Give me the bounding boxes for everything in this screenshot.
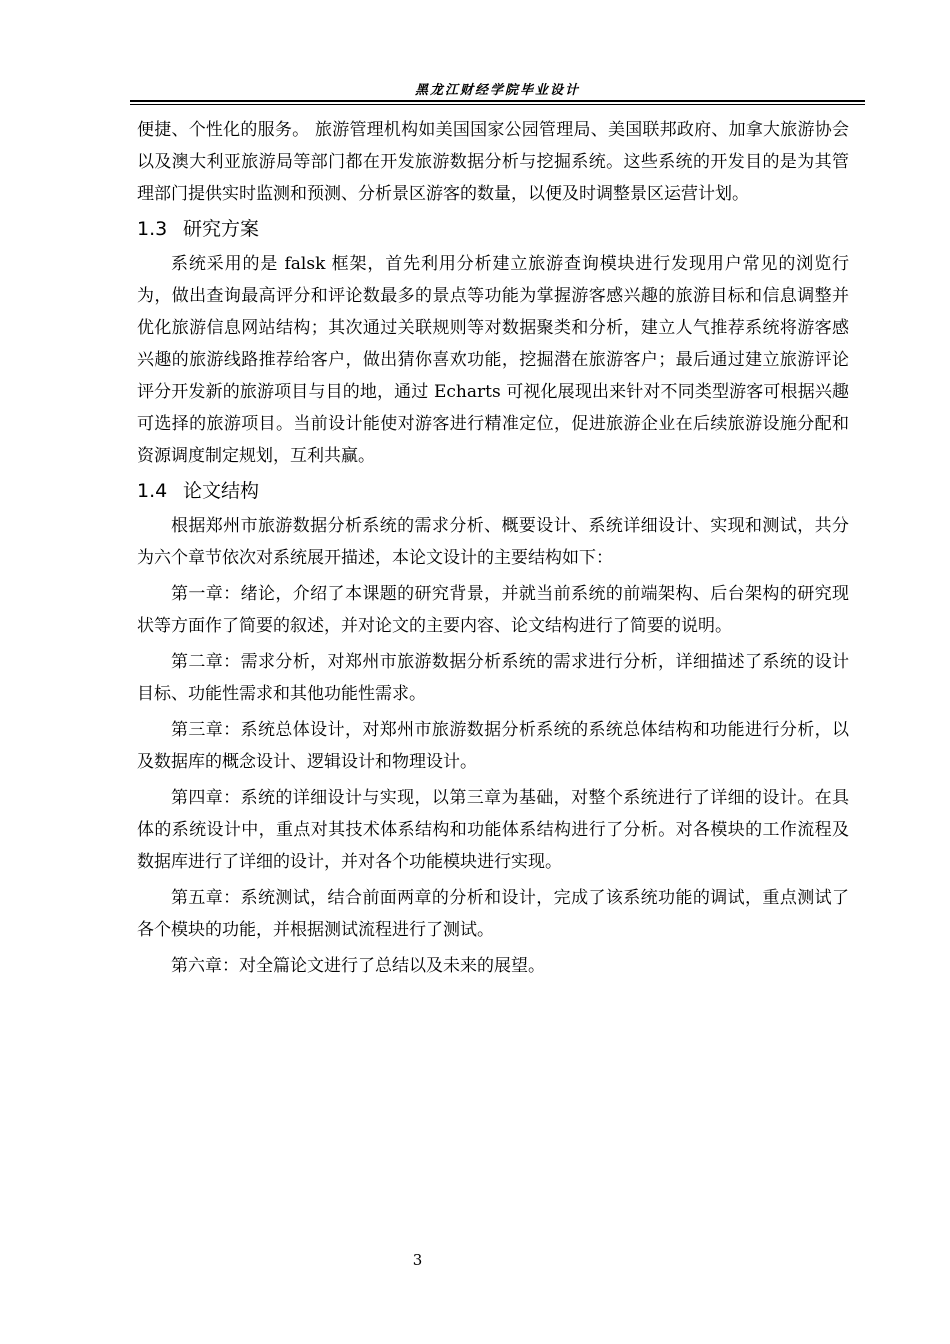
structure-intro-paragraph: 根据郑州市旅游数据分析系统的需求分析、概要设计、系统详细设计、实现和测试，共分为六个章节依次对系统展开描述，本论文设计的主要结构如下： [137,516,849,568]
chapter-2-paragraph: 第二章：需求分析，对郑州市旅游数据分析系统的需求进行分析，详细描述了系统的设计目标、功能性需求和其他功能性需求。 [137,652,849,704]
header-divider-thick [130,100,865,102]
section-heading-1-3 [137,214,849,244]
chapter-4-paragraph: 第四章：系统的详细设计与实现，以第三章为基础，对整个系统进行了详细的设计。在具体的系统设计中，重点对其技术体系结构和功能体系结构进行了分析。对各模块的工作流程及数据库进行了详细的设计，并对各个功能模块进行实现。 [137,788,849,872]
page-number: 3 [412,1251,423,1269]
page-header-title: 黑龙江财经学院毕业设计 [414,83,580,98]
header-divider-thin [130,104,865,105]
document-body [137,114,849,986]
section-title: 论文结构 [183,480,260,502]
section-heading-1-4 [137,476,849,506]
chapter-3-paragraph: 第三章：系统总体设计，对郑州市旅游数据分析系统的系统总体结构和功能进行分析，以及数据库的概念设计、逻辑设计和物理设计。 [137,720,849,772]
section-number: 1.4 [137,480,168,502]
research-plan-paragraph: 系统采用的是 falsk 框架，首先利用分析建立旅游查询模块进行发现用户常见的浏览行为，做出查询最高评分和评论数最多的景点等功能为掌握游客感兴趣的旅游目标和信息调整并优化旅游信息网站结构；其次通过关联规则等对数据聚类和分析，建立人气推荐系统将游客感兴趣的旅游线路推荐给客户，做出猜你喜欢功能，挖掘潜在旅游客户；最后通过建立旅游评论评分开发新的旅游项目与目的地，通过 Echarts 可视化展现出来针对不同类型游客可根据兴趣可选择的旅游项目。当前设计能使对游客进行精准定位，促进旅游企业在后续旅游设施分配和资源调度制定规划，互利共赢。 [137,254,849,466]
chapter-5-paragraph: 第五章：系统测试，结合前面两章的分析和设计，完成了该系统功能的调试，重点测试了各个模块的功能，并根据测试流程进行了测试。 [137,888,849,940]
intro-paragraph: 便捷、个性化的服务。 旅游管理机构如美国国家公园管理局、美国联邦政府、加拿大旅游协会以及澳大利亚旅游局等部门都在开发旅游数据分析与挖掘系统。这些系统的开发目的是为其管理部门提供实时监测和预测、分析景区游客的数量，以便及时调整景区运营计划。 [137,120,849,204]
chapter-1-paragraph: 第一章：绪论，介绍了本课题的研究背景，并就当前系统的前端架构、后台架构的研究现状等方面作了简要的叙述，并对论文的主要内容、论文结构进行了简要的说明。 [137,584,849,636]
section-title: 研究方案 [183,218,260,240]
chapter-6-paragraph: 第六章：对全篇论文进行了总结以及未来的展望。 [171,956,545,976]
section-number: 1.3 [137,218,168,240]
